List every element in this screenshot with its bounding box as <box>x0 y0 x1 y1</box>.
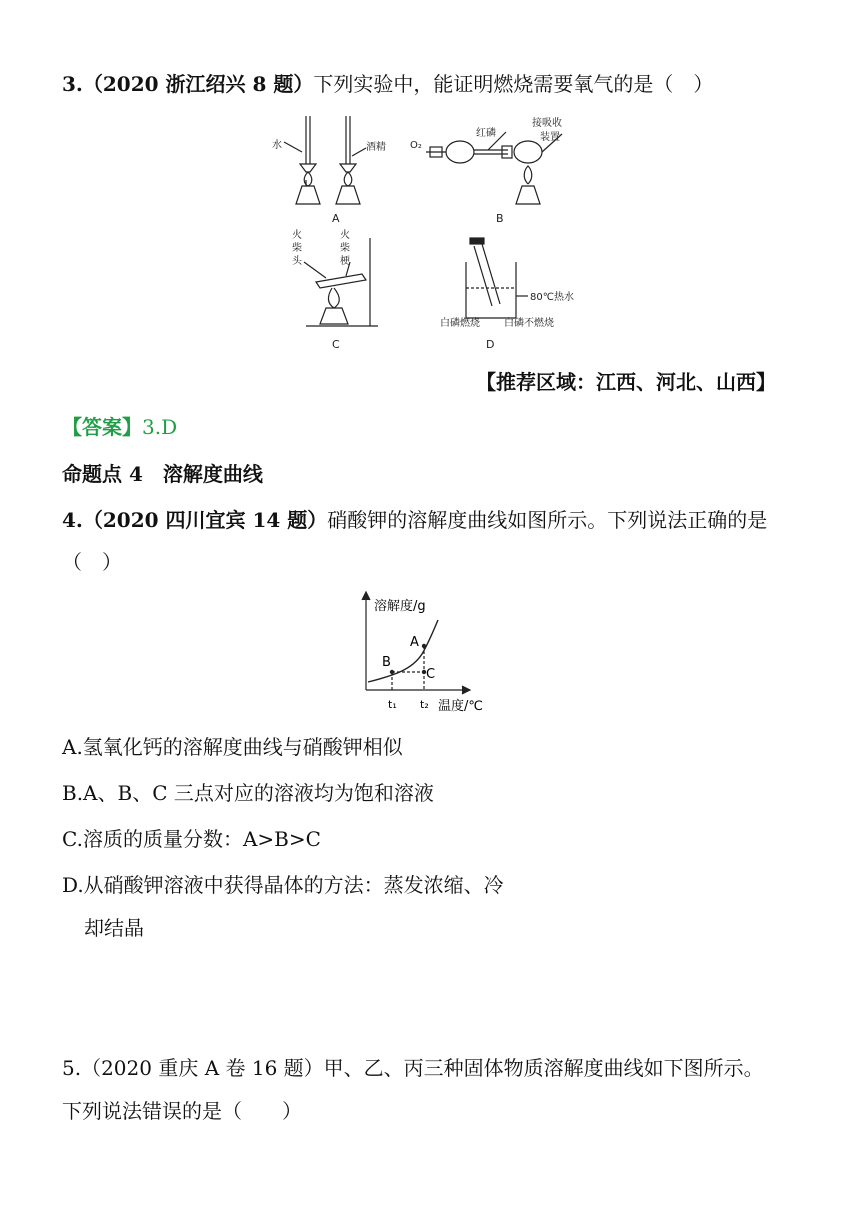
label-red-phosphorus: 红磷 <box>476 128 496 139</box>
q3-stem: 下列实验中，能证明燃烧需要氧气的是（ ） <box>313 72 714 96</box>
answer-tag: 【答案】 <box>62 415 142 439</box>
q5-line-2: 下列说法错误的是（ ） <box>62 1099 302 1123</box>
label-match-stem-2: 柴 <box>340 243 350 254</box>
q3-source: （2020 浙江绍兴 8 题） <box>82 72 314 96</box>
q4-source: （2020 四川宜宾 14 题） <box>82 508 328 532</box>
q4-number: 4. <box>62 508 83 532</box>
label-match-head-3: 头 <box>292 256 302 267</box>
q3-experiment-figure <box>270 112 600 358</box>
graph-t1: t₁ <box>388 698 397 711</box>
graph-label-c: C <box>426 667 436 682</box>
label-match-head-2: 柴 <box>292 243 302 254</box>
graph-ylabel: 溶解度/g <box>374 599 426 614</box>
q4-paren: （ ） <box>62 550 122 574</box>
q5-line-1: 5.（2020 重庆 A 卷 16 题）甲、乙、丙三种固体物质溶解度曲线如下图所示。 <box>62 1056 764 1080</box>
answer-line <box>62 413 177 441</box>
point-a <box>422 644 426 648</box>
label-o2: O₂ <box>410 140 422 151</box>
label-match-stem-3: 梗 <box>340 256 350 267</box>
label-b: B <box>496 212 504 225</box>
label-match-head-1: 火 <box>292 230 302 241</box>
graph-label-a: A <box>410 635 419 650</box>
q4-stem: 硝酸钾的溶解度曲线如图所示。下列说法正确的是 <box>327 508 768 532</box>
section-title: 命题点 4 溶解度曲线 <box>62 462 263 486</box>
label-absorb-line1: 接吸收 <box>532 118 562 129</box>
point-b <box>390 670 394 674</box>
label-a: A <box>332 212 340 225</box>
label-white-p-burn: 白磷燃烧 <box>440 318 480 329</box>
label-hot-water: 80℃热水 <box>530 292 574 303</box>
label-alcohol: 酒精 <box>366 142 386 153</box>
q4-option-b: B.A、B、C 三点对应的溶液均为饱和溶液 <box>62 781 434 805</box>
q4-option-a: A.氢氧化钙的溶解度曲线与硝酸钾相似 <box>62 735 403 759</box>
recommended-region: 【推荐区域：江西、河北、山西】 <box>476 370 776 394</box>
label-water: 水 <box>272 140 282 151</box>
graph-label-b: B <box>382 655 391 670</box>
answer-value: 3.D <box>142 415 178 439</box>
solubility-graph <box>352 590 512 716</box>
label-match-stem-1: 火 <box>340 230 350 241</box>
q3-number: 3. <box>62 72 83 96</box>
q4-option-c: C.溶质的质量分数：A>B>C <box>62 827 321 851</box>
q4-stem-line <box>62 506 767 534</box>
figure-d-setup <box>466 238 528 318</box>
q4-option-d-continuation: 却结晶 <box>84 916 144 940</box>
label-c: C <box>332 338 340 351</box>
graph-xlabel: 温度/℃ <box>438 699 483 714</box>
figure-a-setup <box>284 116 366 204</box>
q4-option-d: D.从硝酸钾溶液中获得晶体的方法：蒸发浓缩、冷 <box>62 873 504 897</box>
q3-stem-line <box>62 70 713 98</box>
label-absorb-line2: 装置 <box>540 132 560 143</box>
label-white-p-no-burn: 白磷不燃烧 <box>504 318 554 329</box>
graph-t2: t₂ <box>420 698 429 711</box>
label-d: D <box>486 338 495 351</box>
